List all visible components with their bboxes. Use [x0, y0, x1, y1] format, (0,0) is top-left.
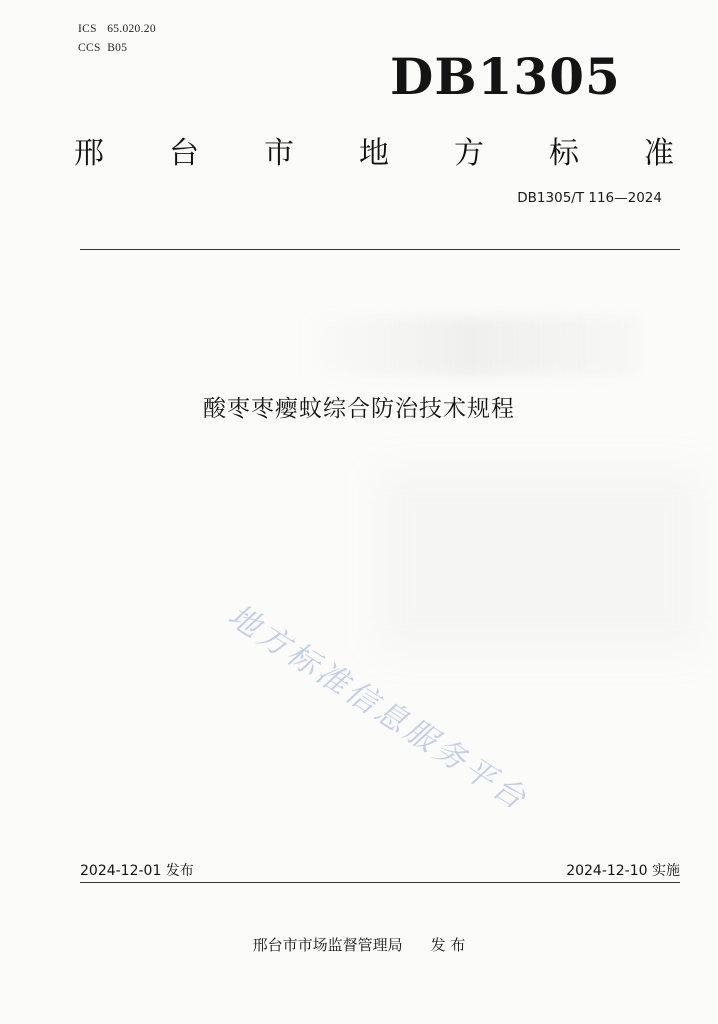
issuer-action: 发 布 — [430, 936, 466, 954]
standard-type-char: 市 — [264, 136, 294, 171]
standard-type-char: 邢 — [74, 136, 104, 171]
standard-type-char: 标 — [549, 136, 579, 171]
ccs-code: B05 — [107, 42, 128, 54]
issuer-line — [0, 934, 718, 955]
watermark: 地方标准信息服务平台 — [221, 597, 535, 819]
standard-type-char: 准 — [644, 136, 674, 171]
ccs-line — [78, 42, 127, 54]
ccs-label: CCS — [78, 42, 101, 54]
standard-type-char: 台 — [169, 136, 199, 171]
standard-type-char: 方 — [454, 136, 484, 171]
ics-label: ICS — [78, 23, 97, 35]
bottom-divider — [80, 882, 680, 883]
scan-shadow — [380, 470, 700, 650]
standard-number: DB1305/T 116—2024 — [517, 190, 662, 206]
ics-code: 65.020.20 — [107, 23, 156, 35]
db-logo: DB1305 — [390, 47, 621, 106]
standard-type-char: 地 — [359, 136, 389, 171]
standard-type-heading — [74, 128, 674, 172]
scan-bleed-through — [300, 316, 640, 376]
ics-line — [78, 23, 156, 35]
implement-date: 2024-12-10 实施 — [566, 863, 680, 879]
publish-date: 2024-12-01 发布 — [80, 863, 194, 879]
issuer-name: 邢台市市场监督管理局 — [252, 936, 403, 954]
top-divider — [80, 249, 680, 250]
document-title: 酸枣枣瘿蚊综合防治技术规程 — [203, 396, 515, 422]
